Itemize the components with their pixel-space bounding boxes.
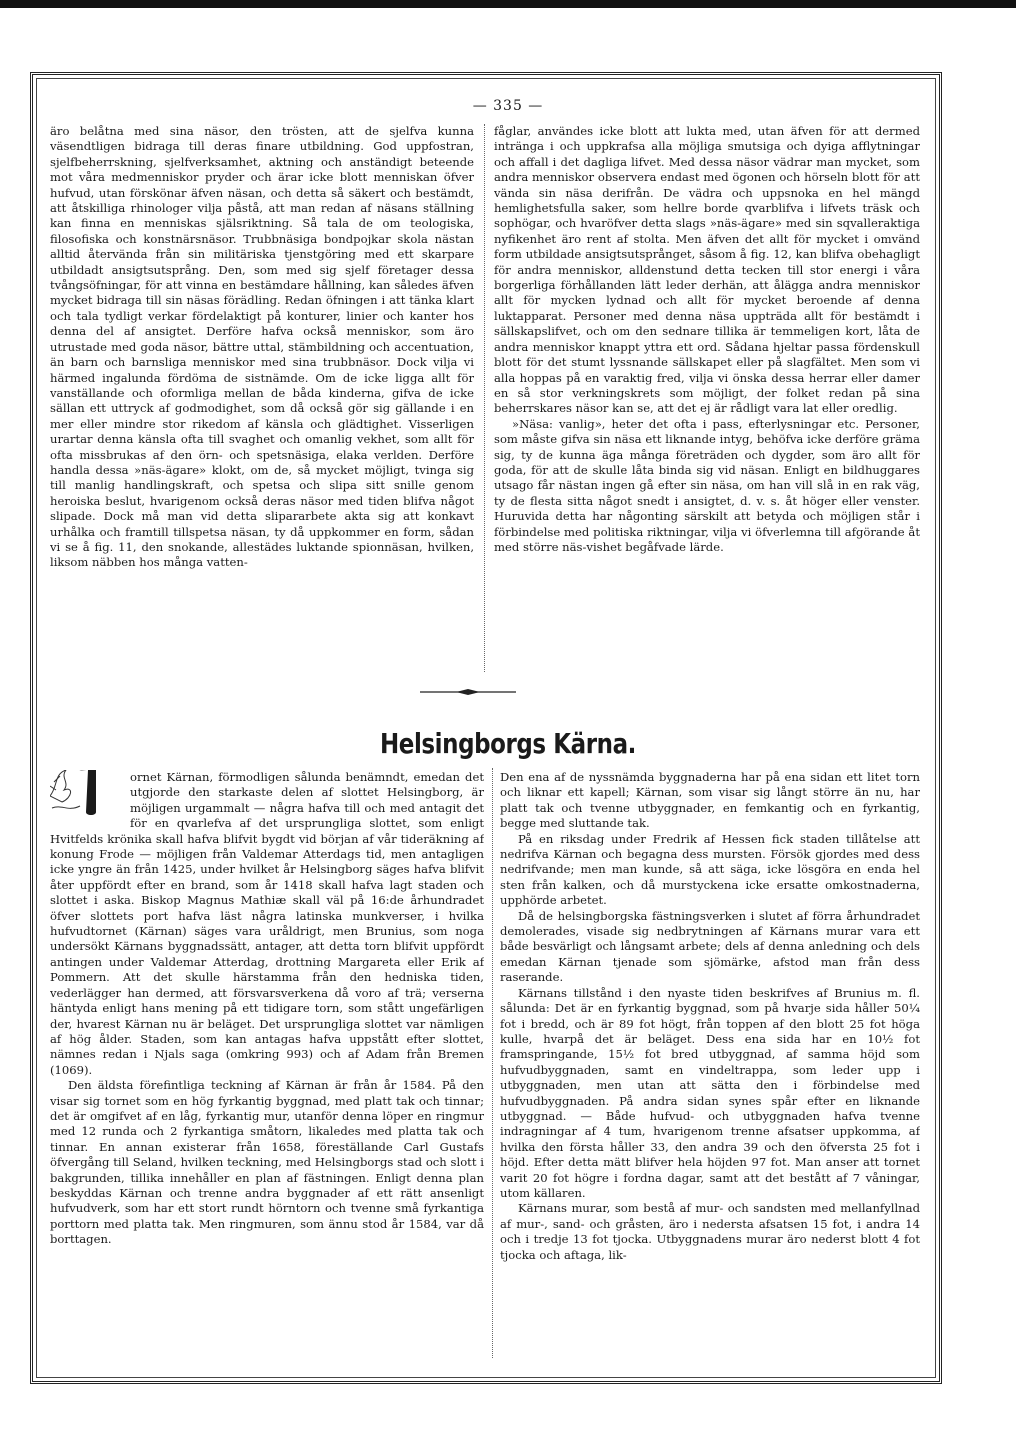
top-right-column	[494, 124, 920, 669]
dropcap-letter-text	[130, 770, 131, 771]
bottom-right-paragraph-1: Den ena af de nyssnämda byggnaderna har på ena sidan ett litet torn och liknar ett kapell; Kärnan, som visar sig långt större än nu, har platt tak och tvenne utbyggnader, en femkantig och en fyrkantig, begge med sluttande tak.	[500, 770, 920, 831]
top-left-column	[50, 124, 474, 669]
top-edge-bar	[0, 0, 1016, 8]
top-right-paragraph-1: fåglar, användes icke blott att lukta med, utan äfven för att dermed intränga i och uppkrafsa alla möjliga smutsiga och dyiga afflytningar och affall i det dagliga lifvet. Med dessa näsor vädrar man mycket, som andra menniskor observera endast med ögonen och hörseln blott för att vända sin näsa derifrån. De vädra och uppsnoka en hel mängd hemlighetsfulla saker, som hellre borde qvarblifva i lifvets träsk och sophögar, och hvaröfver detta slags »näs-ägare» med sin sqvalleraktiga nyfikenhet äro rent af stolta. Men äfven det allt för mycket i omvänd form utbildade ansigtsutsprånget, såsom å fig. 12, kan blifva obehagligt för andra menniskor, alldenstund detta tecken till stor energi i våra borgerliga förhållanden lätt leder derhän, att ålägga andra menniskor allt för mycken lydnad och allt för mycket beroende af denna luktapparat. Personer med denna näsa uppträda allt för bestämdt i sällskapslifvet, och om den sednare tillika är temmeligen kort, låta de andra menniskor knappt yttra ett ord. Sådana hjeltar passa fördenskull blott för det stumt lyssnande sällskapet eller på slagfältet. Men som vi alla hoppas på en varaktig fred, vilja vi önska dessa herrar eller damer en så stor verkningskrets som möjligt, der folket redan på sina beherrskares näsor kan se, att det ej är rådligt vara lat eller oredlig.	[494, 124, 920, 416]
bottom-right-paragraph-3: Då de helsingborgska fästningsverken i slutet af förra århundradet demolerades, visade sig nedbrytningen af Kärnans murar vara ett både besvärligt och långsamt arbete; dels af denna anledning och dels emedan Kärnan tjenade som sjömärke, afstod man från dess raserande.	[500, 908, 920, 985]
bottom-left-paragraph-1: ornet Kärnan, förmodligen sålunda benämndt, emedan det utgjorde den starkaste delen af slottet Helsingborg, är möjligen urgammalt — några hafva till och med antagit det för en qvarlefva af det ursprungliga slottet, som enligt Hvitfelds krönika skall hafva blifvit bygdt vid början af vår tideräkning af konung Frode — möjligen från Valdemar Atterdags tid, men antagligen icke yngre än från 1425, under hvilket år Helsingborg säges hafva blifvit åter uppfördt efter en brand, som år 1418 skall hafva lagt staden och slottet i aska. Biskop Magnus Mathiæ skall väl på 16:de århundradet öfver slottets port hafva läst några latinska munkverser, i hvilka hufvudtornet (Kärnan) säges vara uråldrigt, men Brunius, som noga undersökt Kärnans byggnadssätt, antager, att detta torn blifvit uppfördt antingen under Valdemar Atterdag, drottning Margareta eller Erik af Pommern. Att det skulle härstamma från den hedniska tiden, vederlägger han dermed, att försvarsverkena då voro af trä; verserna häntyda enligt hans mening på ett tidigare torn, som stått ungefärligen der, hvarest Kärnan nu är beläget. Det ursprungliga slottet var nämligen af hög ålder. Staden, som kan antagas hafva uppstått efter slottet, nämnes redan i Njals saga (omkring 993) och af Adam från Bremen (1069).	[50, 770, 484, 1077]
section-separator-ornament	[420, 689, 516, 695]
bottom-left-paragraph-2: Den äldsta förefintliga teckning af Kärnan är från år 1584. På den visar sig tornet som en hög fyrkantig byggnad, med platt tak och tinnar; det är omgifvet af en låg, fyrkantig mur, utanför denna löper en ringmur med 12 runda och 2 fyrkantiga småtorn, likaledes med platta tak och tinnar. En annan existerar från 1658, föreställande Carl Gustafs öfvergång till Seland, hvilken teckning, med Helsingborgs stad och slott i bakgrunden, tillika innehåller en plan af fästningen. Enligt denna plan beskyddas Kärnan och trenne andra byggnader af ett rätt ansenligt hufvudverk, som har ett stort rundt hörntorn och tvenne små fyrkantiga porttorn med platta tak. Men ringmuren, som ännu stod år 1584, var då borttagen.	[50, 1078, 484, 1247]
top-right-paragraph-2: »Näsa: vanlig», heter det ofta i pass, efterlysningar etc. Personer, som måste gifva sin näsa ett liknande intyg, behöfva icke derföre gräma sig, ty de kunna äga många företräden och dygder, som äro allt för goda, för att de skulle låta binda sig vid näsan. Enligt en bildhuggares utsago får nästan ingen gå efter sin näsa, om han vill slå in en rak väg, ty de flesta sitta något snedt i ansigtet, d. v. s. åt höger eller venster. Huruvida detta har någonting särskilt att betyda och möjligen står i förbindelse med politiska riktningar, vilja vi öfverlemna till afgörande åt med större näs-vishet begåfvade lärde.	[494, 416, 920, 554]
bottom-right-paragraph-5: Kärnans murar, som bestå af mur- och sandsten med mellanfyllnad af mur-, sand- och gråsten, äro i nedersta afsatsen 15 fot, i andra 14 och i tredje 13 fot tjocka. Utbyggnadens murar äro nederst blott 4 fot tjocka och aftaga, lik-	[500, 1201, 920, 1262]
top-left-paragraph: äro belåtna med sina näsor, den trösten, att de sjelfva kunna väsendtligen bidraga till deras finare utbildning. God uppfostran, sjelfbeherrskning, sjelfverksamhet, aktning och anständigt beteende mot våra medmenniskor pryder och ärar icke blott menniskan öfver hufvud, utan förskönar äfven näsan, och detta så säkert och bestämdt, att åtskilliga rhinologer vilja påstå, att man redan af näsans ställning kan finna en menniskas själsriktning. Så tala de om teologiska, filosofiska och konstnärsnäsor. Trubbnäsiga bondpojkar skola nästan alltid återvända från sin militäriska tjenstgöring med ett skarpare utbildadt ansigtsutsprång. Den, som med sig sjelf företager dessa tvångsöfningar, för att vinna en bestämdare hållning, kan således äfven mycket bidraga till sin näsas förädling. Redan öfningen i att tänka klart och tala tydligt verkar fördelaktigt på konturer, linier och kanter hos denna del af ansigtet. Derföre hafva också menniskor, som äro utrustade med goda näsor, bättre uttal, stämbildning och accentuation, än barn och barnsliga menniskor med sina trubbnäsor. Dock vilja vi härmed ingalunda fördöma de sistnämde. Om de icke ligga allt för vanställande och oformliga mellan de båda kinderna, gifva de icke sällan ett uttryck af godmodighet, som då också gör sig gällande i en mer eller mindre stor rikedom af känsla och glädtighet. Visserligen urartar denna känsla ofta till svaghet och omanlig vekhet, som allt för ofta missbrukas af den örn- och spetsnäsiga, elaka verlden. Derföre handla dessa »näs-ägare» klokt, om de, så mycket möjligt, tvinga sig till manlig handlingskraft, och spetsa och slipa sitt snille genom heroiska beslut, hvarigenom också deras näsor med tiden blifva något slipade. Dock må man vid detta slipararbete akta sig att konkavt urhålka och framtill tillspetsa näsan, ty då uppkommer en form, sådan vi se å fig. 11, den snokande, allestädes luktande spionnäsan, hvilken, liksom näbben hos många vatten-	[50, 124, 474, 570]
bottom-right-paragraph-4: Kärnans tillstånd i den nyaste tiden beskrifves af Brunius m. fl. sålunda: Det är en fyrkantig byggnad, som på hvarje sida håller 50¼ fot i bredd, och är 89 fot högt, från toppen af den blott 25 fot höga kulle, hvarpå det är beläget. Dess ena sida har en 10½ fot framspringande, 15½ fot bred utbyggnad, af samma höjd som hufvudbyggnaden, samt en vindeltrappa, som leder upp i utbyggnaden, men utan att sätta den i förbindelse med hufvudbyggnaden. På andra sidan synes spår efter en liknande utbyggnad. — Både hufvud- och utbyggnaden hafva tvenne indragningar af 4 tum, hvarigenom trenne afsatser uppkomma, af hvilka den första håller 33, den andra 39 och den öfversta 25 fot i höjd. Efter detta mätt blifver hela höjden 97 fot. Man anser att tornet varit 20 fot högre i fordna dagar, samt att det bestått af 7 våningar, utom källaren.	[500, 985, 920, 1200]
bottom-left-column	[50, 770, 484, 1355]
bottom-right-paragraph-2: På en riksdag under Fredrik af Hessen fick staden tillåtelse att nedrifva Kärnan och begagna dess mursten. Försök gjordes med dess nedrifvande; men man kunde, så att säga, icke lösgöra en enda hel sten från kalken, och då murstyckena icke ersatte omkostnaderna, upphörde arbetet.	[500, 831, 920, 908]
decorated-initial-t	[50, 770, 124, 818]
bottom-right-column	[500, 770, 920, 1355]
column-divider-top	[484, 124, 485, 672]
column-divider-bottom	[492, 768, 493, 1358]
page-number: — 335 —	[472, 98, 544, 114]
article-title: Helsingborgs Kärna.	[380, 727, 636, 760]
